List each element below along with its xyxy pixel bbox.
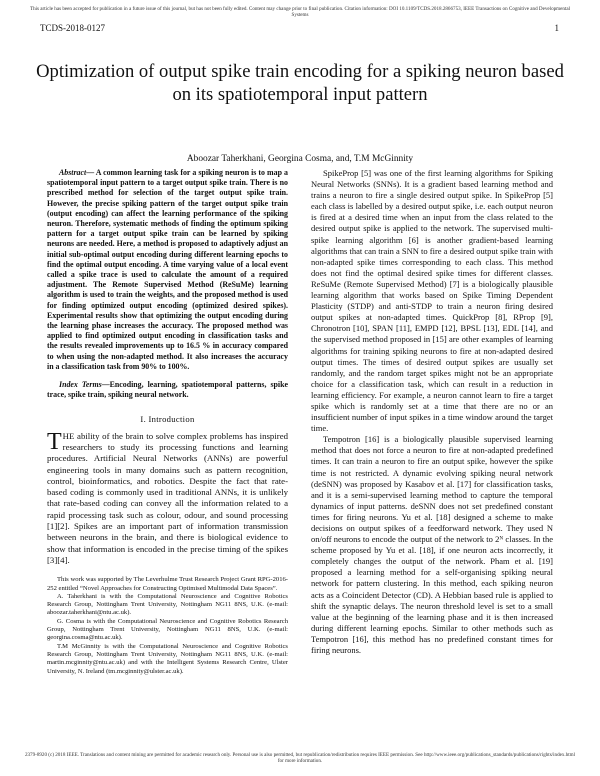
abstract-text: — A common learning task for a spiking neuron is to map a spatiotemporal input pattern to a target output spike train. There is no prescribed method for selection of the target output spike train. However, the precise spiking pattern of the target output spike train (output encoding) can affect the learning performance of the spiking neuron. Therefore, systematic methods of finding the optimum spiking pattern for a target output spike train can be learned by spiking neurons are needed. Here, a method is proposed to adaptively adjust an initial sub-optimal output encoding during different learning epochs to find the optimal output encoding. A time varying value of a local event called a spike trace is used to calculate the amount of a required adjustment. The Remote Supervised Method (ReSuMe) learning algorithm is used to train the weights, and the proposed method is used for finding optimized output encoding (optimized desired spikes). Experimental results show that optimizing the output encoding during the learning phase increases the accuracy. The proposed method was applied to find optimized output encoding in classification tasks and the results revealed improvements up to 16.5 % in accuracy compared to when using the non-adapted method. It also increases the accuracy in a classification task from 90% to 100%. (47, 168, 288, 371)
abstract-label: Abstract (59, 168, 87, 177)
copyright-footer: 2379-8920 (c) 2018 IEEE. Translations and content mining are permitted for academic research only. Personal use is also permitted, but republication/redistribution requires IEEE permission. See http://www.ieee.org/publications_standards/publications/rights/index.html for more information. (24, 752, 576, 765)
paper-authors: Aboozar Taherkhani, Georgina Cosma, and, T.M McGinnity (186, 154, 414, 164)
index-terms-text: —Encoding, learning, spatiotemporal patterns, spike trace, spike train, spiking neural network. (47, 380, 288, 400)
footnote-author-3: T.M McGinnity is with the Computational Neuroscience and Cognitive Robotics Research Group, Nottingham Trent University, Nottingham NG11 8NS, U.K. (e-mail: martin.mcginnity@ntu.ac.uk) and with the Intelligent Systems Research Centre, Ulster University, N. Ireland (tm.mcginnity@ulster.ac.uk). (47, 642, 288, 675)
index-terms-label: Index Terms (59, 380, 102, 390)
publication-notice: This article has been accepted for publication in a future issue of this journal, but has not been fully edited. Content may change prior to final publication. Citation information: DOI 10.1109/TCDS.2018.2866753, IEEE Transactions on Cognitive and Developmental Systems (29, 6, 571, 19)
page-number: 1 (554, 23, 559, 33)
left-column (47, 168, 288, 676)
footnote-funding: This work was supported by The Leverhulme Trust Research Project Grant RPG-2016-252 entitled “Novel Approaches for Constructing Optimised Multimodal Data Spaces”. (47, 576, 288, 592)
footnote-author-1: A. Taherkhani is with the Computational Neuroscience and Cognitive Robotics Research Group, Nottingham Trent University, Nottingham NG11 8NS, U.K. (e-mail: aboozar.taherkhani@ntu.ac.uk). (47, 592, 288, 617)
intro-text: HE ability of the brain to solve complex problems has inspired researchers to study its processing functions and learning procedures. Artificial Neural Networks (ANNs) are powerful engineering tools in many domains such as pattern recognition, control, bioinformatics, and robotics. Despite the fact that rate-based coding is commonly used in traditional ANNs, it is unlikely that rate-based coding can convey all the information related to a rapid processing task such as colour, odour, and sound processing [1][2]. Spikes are an important part of information transmission between neurons in the brain, and there is biological evidence to show that information is encoded in the precise timing of the spikes [3][4]. (47, 430, 288, 565)
body-paragraph: Tempotron [16] is a biologically plausible supervised learning method that does not force a neuron to fire at non-adapted predefined times. It can train a neuron to fire an output spike, however the spike time is not restricted. A dynamic evolving spiking neural network (deSNN) was proposed by Kasabov et al. [17] for classification tasks, and it is a semi-supervised learning method to capture the temporal dynamics of input patterns. deSNN does not set predefined constant times for firing neurons. Yu et al. [18] designed a scheme to make decisions on output spikes of a feedforward network. They used N on/off neurons to encode the output of the network to 2ᴺ classes. In the scheme proposed by Yu et al. [18], if one neuron acts incorrectly, it completely changes the output of the network. Pham et al. [19] proposed a learning method for a self-organising spiking neural network for pattern clustering. In this method, each spiking neuron acts as a Coincident Detector (CD). A Hebbian based rule is applied to shift the synaptic delays. The neuron threshold level is set to a small value at the beginning of the learning phase and it is then increased during different learning epochs. Similar to other methods such as Tempotron [16], this method has no predefined constant times for firing neurons. (311, 434, 553, 656)
dropcap: T (47, 428, 62, 455)
intro-paragraph (47, 428, 288, 567)
right-column (311, 168, 553, 656)
abstract (47, 168, 288, 372)
paper-title: Optimization of output spike train encoding for a spiking neuron based on its spatiotemporal input pattern (36, 61, 564, 105)
running-head: TCDS-2018-0127 (40, 23, 105, 33)
index-terms (47, 380, 288, 400)
body-paragraph: SpikeProp [5] was one of the first learning algorithms for Spiking Neural Networks (SNNs). It is a gradient based learning method and trains a neuron to fire a single desired output spike. In SpikeProp [5] each class is labelled by a desired output spike, i.e. each output neuron is fired at a desired time when an input from the class related to the desired output spike is applied to the network. The supervised multi-spike learning algorithm [6] is another gradient-based learning algorithms that can train a SNN to fire a desired output spike train with non-adapted spike times corresponding to each class. This method does not find the optimal desired spike times for different classes. ReSuMe (Remote Supervised Method) [7] is a biologically plausible learning algorithm that works based on Spike Timing Dependent Plasticity (STDP) and anti-STDP to train a neuron firing desired output spikes at non-adapted times. QuickProp [8], RProp [9], Chronotron [10], SPAN [11], EMPD [12], BPSL [13], EDL [14], and the supervised method proposed in [15] are other examples of learning algorithms for training spiking neurons to fire at non-adapted desired output times. The times of desired output spikes are usually set randomly, and the random target spikes might not be an appropriate choice for a classification task, which can result in a reduction in learning efficiency. For example, a neuron cannot learn to fire a target spike which is randomly set at a time that there are no or an insufficient number of input spikes in a time window around the target time. (311, 168, 553, 434)
footnote-author-2: G. Cosma is with the Computational Neuroscience and Cognitive Robotics Research Group, Nottingham Trent University, Nottingham NG11 8NS, U.K. (e-mail: georgina.cosma@ntu.ac.uk). (47, 617, 288, 642)
section-heading-introduction: I. Introduction (140, 414, 195, 425)
footnotes (47, 576, 288, 676)
